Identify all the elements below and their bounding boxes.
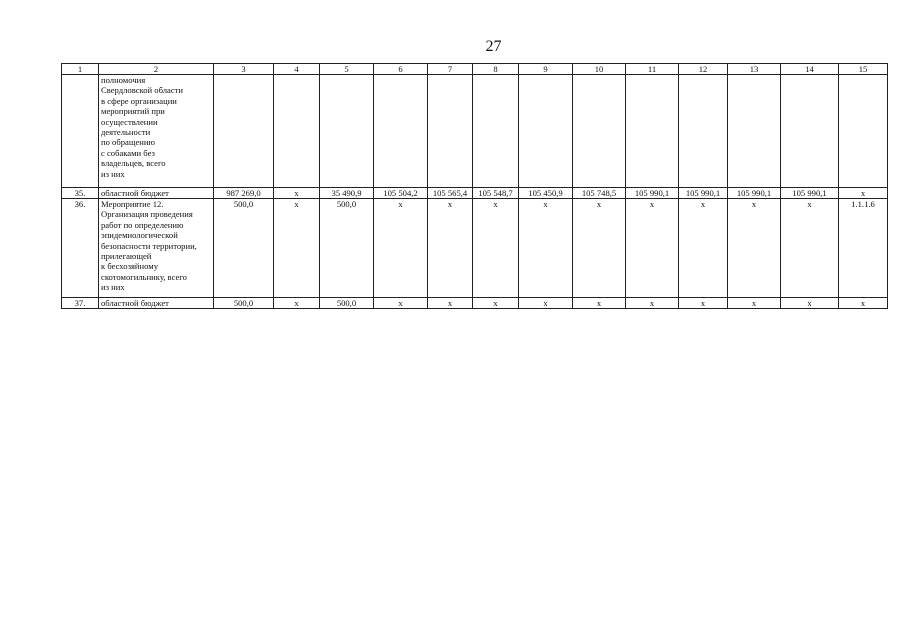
page-number: 27	[485, 38, 502, 55]
table-cell: 500,0	[320, 298, 374, 309]
table-cell: x	[374, 298, 428, 309]
row-description: областной бюджет	[99, 298, 214, 309]
column-header: 6	[374, 64, 428, 75]
table-cell: 500,0	[214, 298, 274, 309]
table-cell: 105 990,1	[679, 188, 728, 199]
table-cell: x	[626, 298, 679, 309]
table-row	[62, 298, 888, 309]
column-header: 1	[62, 64, 99, 75]
table-cell	[573, 75, 626, 188]
row-description: Мероприятие 12. Организация проведения работ по определению эпидемиологической безопасности территории, прилегающей к бесхозяйному скотомогильнику, всего из них	[99, 199, 214, 298]
table-cell: x	[428, 298, 473, 309]
table-cell: 105 548,7	[473, 188, 519, 199]
table-cell: x	[839, 188, 888, 199]
table-cell	[626, 75, 679, 188]
table-cell: x	[781, 199, 839, 298]
column-header: 12	[679, 64, 728, 75]
table-cell	[728, 75, 781, 188]
table-cell: x	[728, 298, 781, 309]
row-description: областной бюджет	[99, 188, 214, 199]
table-cell: 105 990,1	[781, 188, 839, 199]
table-cell: x	[679, 298, 728, 309]
table-cell: 105 565,4	[428, 188, 473, 199]
budget-table	[61, 63, 888, 309]
column-header: 13	[728, 64, 781, 75]
table-cell: 105 990,1	[728, 188, 781, 199]
column-header: 14	[781, 64, 839, 75]
column-header: 10	[573, 64, 626, 75]
table-cell: 500,0	[214, 199, 274, 298]
table-cell	[679, 75, 728, 188]
column-header: 7	[428, 64, 473, 75]
table-cell	[473, 75, 519, 188]
column-header: 9	[519, 64, 573, 75]
table-cell: x	[519, 298, 573, 309]
table-cell: 500,0	[320, 199, 374, 298]
table-cell: x	[573, 199, 626, 298]
table-cell: x	[626, 199, 679, 298]
table-cell: 987 269,0	[214, 188, 274, 199]
table-cell: 105 990,1	[626, 188, 679, 199]
table-cell: 105 504,2	[374, 188, 428, 199]
table-row	[62, 75, 888, 188]
table-cell	[274, 75, 320, 188]
row-number: 36.	[62, 199, 99, 298]
column-header: 4	[274, 64, 320, 75]
table-cell	[839, 75, 888, 188]
table-cell: 105 450,9	[519, 188, 573, 199]
table-cell: x	[519, 199, 573, 298]
table-cell	[781, 75, 839, 188]
row-description: полномочия Свердловской области в сфере организации мероприятий при осуществлении деятельности по обращению с собаками без владельцев, всего из них	[99, 75, 214, 188]
table-cell: x	[573, 298, 626, 309]
table-cell: 1.1.1.6	[839, 199, 888, 298]
table-cell	[320, 75, 374, 188]
column-header: 5	[320, 64, 374, 75]
column-header: 8	[473, 64, 519, 75]
column-header: 3	[214, 64, 274, 75]
row-number: 35.	[62, 188, 99, 199]
table-cell	[519, 75, 573, 188]
table-cell	[374, 75, 428, 188]
table-row	[62, 188, 888, 199]
column-header: 11	[626, 64, 679, 75]
table-cell: x	[728, 199, 781, 298]
table-cell: x	[428, 199, 473, 298]
table-cell: x	[274, 199, 320, 298]
table-cell	[428, 75, 473, 188]
column-header: 2	[99, 64, 214, 75]
row-number: 37.	[62, 298, 99, 309]
table-cell: x	[274, 188, 320, 199]
row-number	[62, 75, 99, 188]
table-cell: 105 748,5	[573, 188, 626, 199]
table-cell: x	[374, 199, 428, 298]
table-header-row	[62, 64, 888, 75]
table-cell	[214, 75, 274, 188]
table-cell: 35 490,9	[320, 188, 374, 199]
table-row	[62, 199, 888, 298]
table-cell: x	[274, 298, 320, 309]
table-cell: x	[839, 298, 888, 309]
table-cell: x	[473, 199, 519, 298]
table-cell: x	[781, 298, 839, 309]
column-header: 15	[839, 64, 888, 75]
table-cell: x	[679, 199, 728, 298]
table-cell: x	[473, 298, 519, 309]
